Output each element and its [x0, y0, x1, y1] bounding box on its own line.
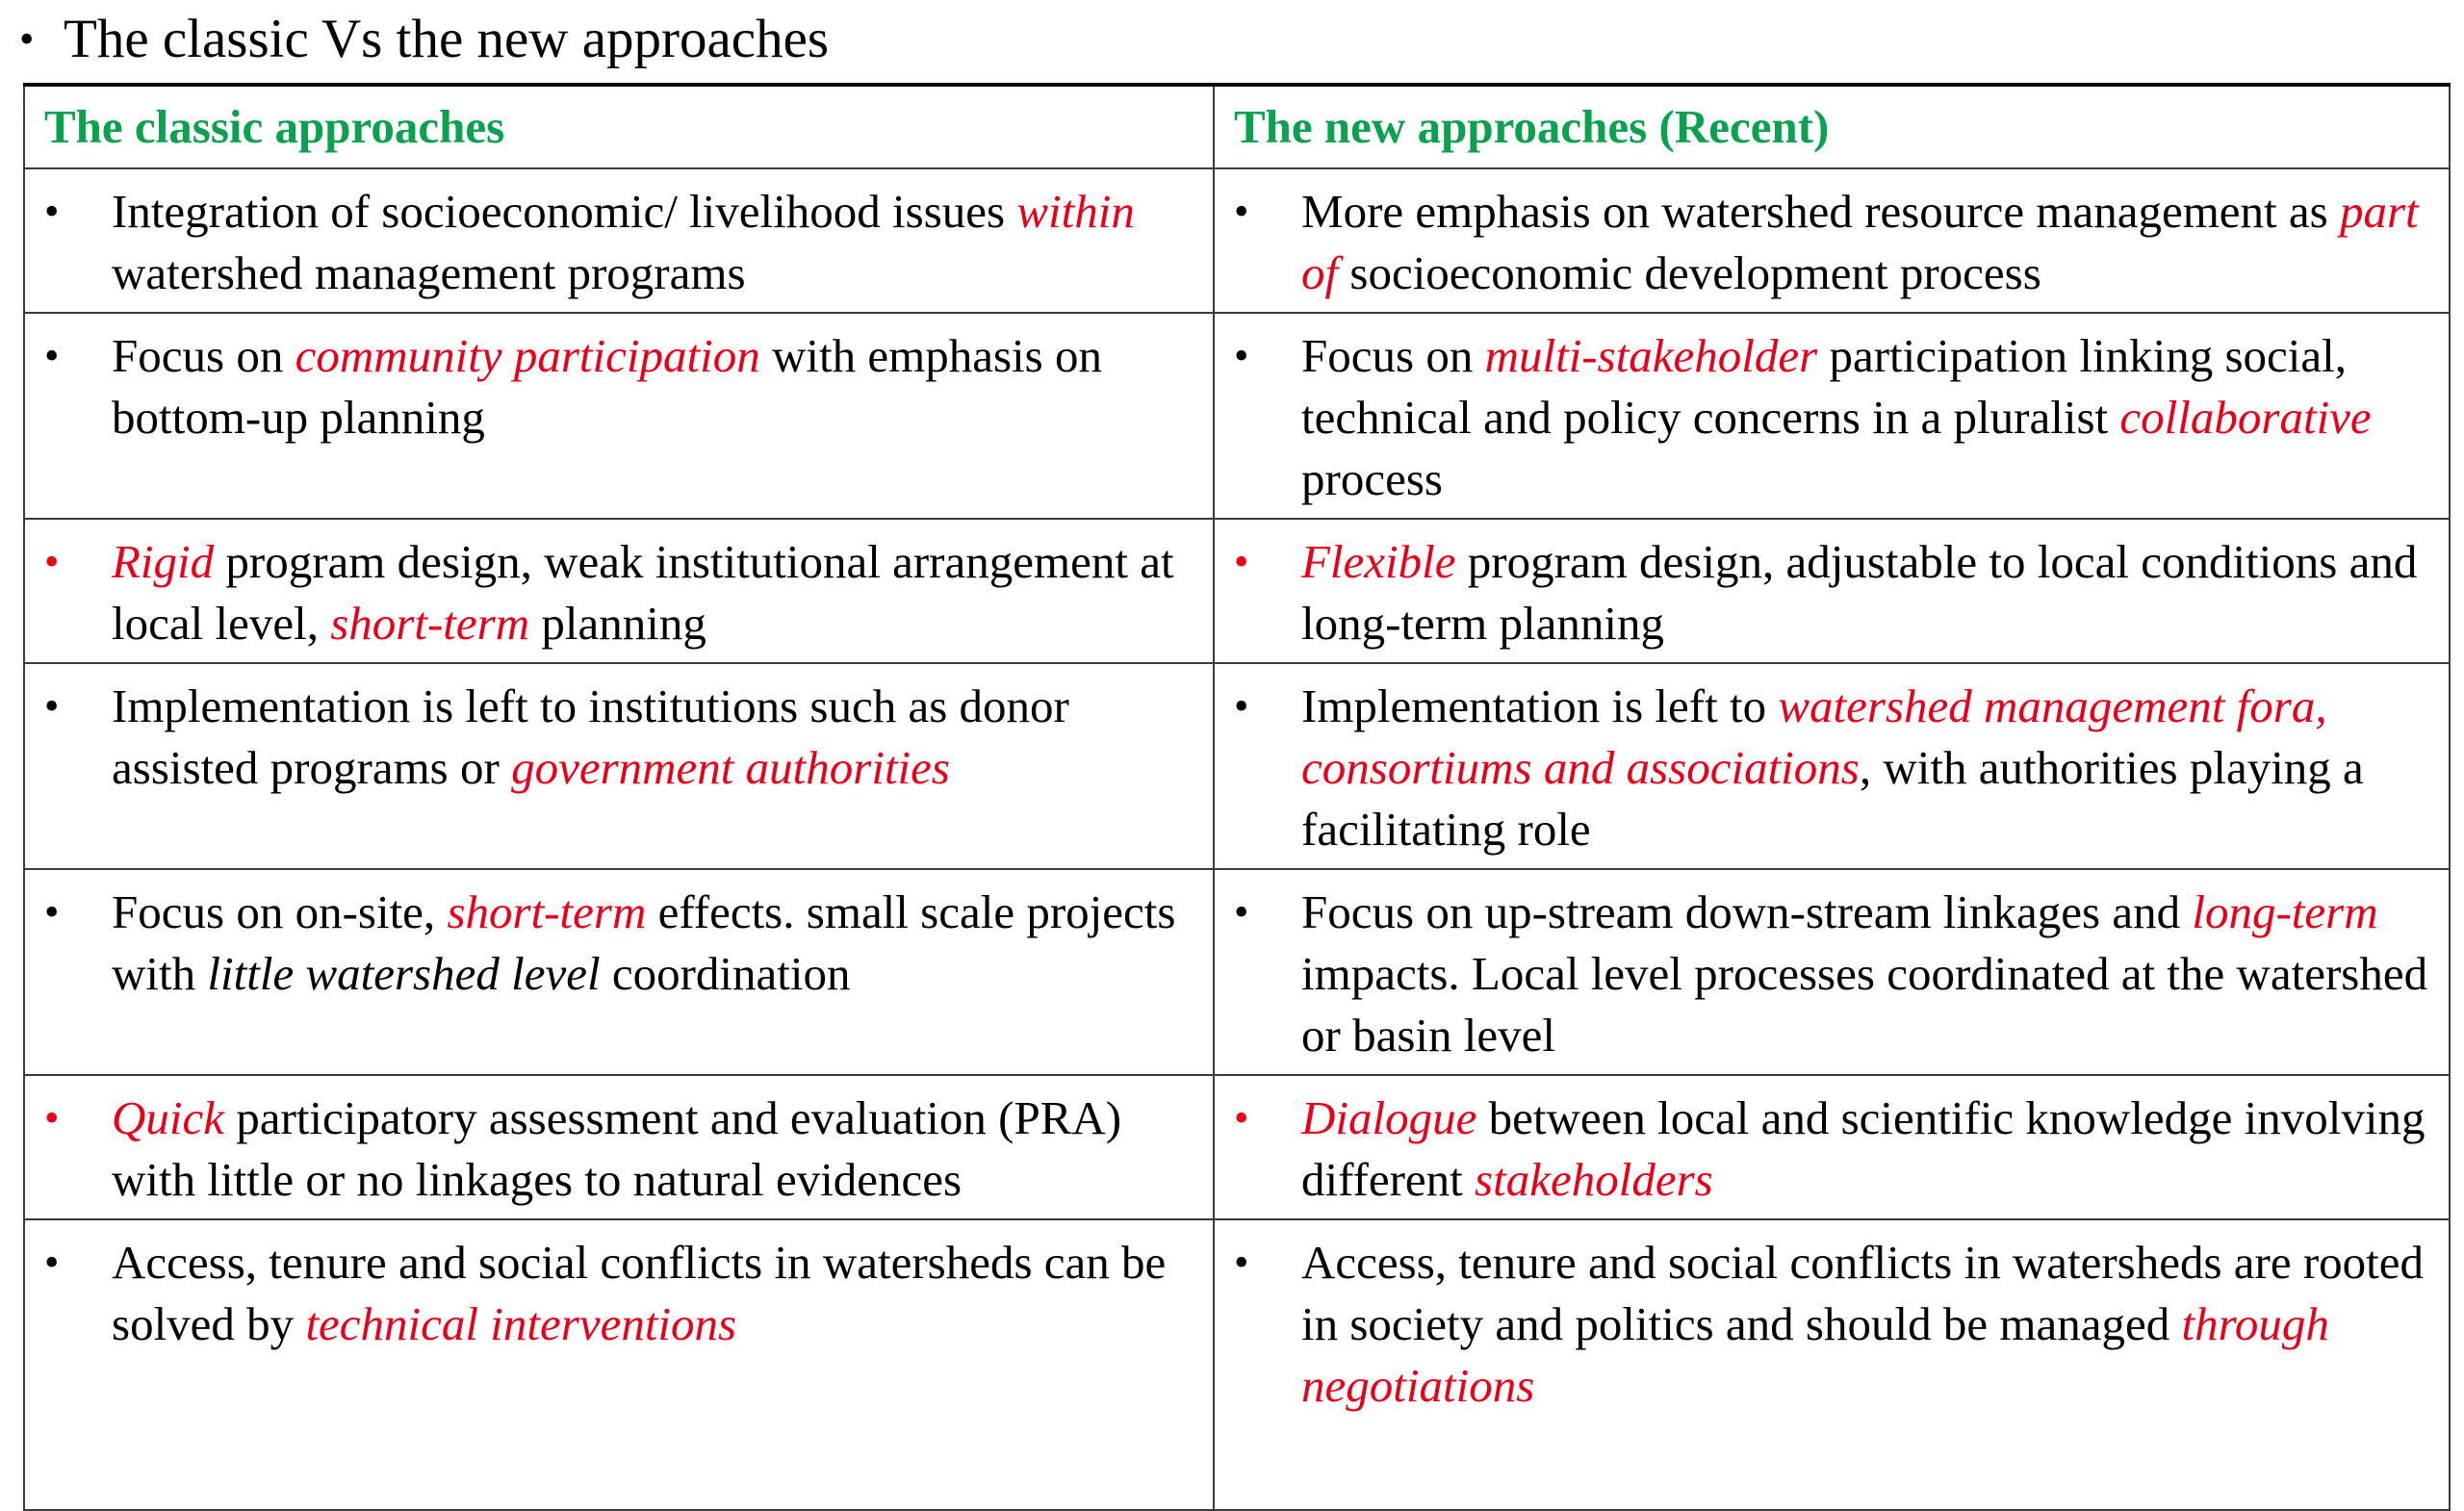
- new-cell: [1214, 519, 2450, 663]
- comparison-table: [23, 83, 2451, 1511]
- bullet-icon: •: [44, 188, 60, 235]
- table-row: [24, 869, 2450, 1075]
- table-row: [24, 1219, 2450, 1510]
- text-segment: , with authorities playing a facilitating role: [1301, 741, 2364, 856]
- bullet-icon: •: [1234, 1239, 1249, 1286]
- text-segment: program design, weak institutional arrangement at local level,: [112, 535, 1174, 650]
- title-bullet: •: [19, 15, 35, 63]
- emphasis-text: collaborative: [2119, 391, 2372, 444]
- table-row: [24, 663, 2450, 869]
- list-item: [1234, 870, 2443, 1066]
- text-segment: effects. small scale projects with: [112, 885, 1176, 1000]
- text-segment: socioeconomic development process: [1338, 246, 2041, 299]
- text-segment: Access, tenure and social conflicts in watersheds can be solved by: [112, 1236, 1167, 1350]
- cell-text: [112, 882, 1207, 1005]
- bullet-icon: •: [1234, 682, 1249, 730]
- text-segment: Implementation is left to: [1301, 679, 1779, 732]
- cell-text: [112, 1232, 1207, 1355]
- cell-text: [112, 325, 1207, 448]
- emphasis-text: stakeholders: [1475, 1153, 1713, 1206]
- list-item: [44, 1076, 1207, 1211]
- classic-cell: [24, 168, 1214, 313]
- table-header-row: [24, 85, 2450, 168]
- new-cell: [1214, 1219, 2450, 1510]
- list-item: [44, 520, 1207, 654]
- cell-text: [112, 531, 1207, 654]
- cell-text: [1301, 1232, 2443, 1417]
- bullet-icon: •: [1234, 332, 1249, 379]
- text-segment: Focus on up-stream down-stream linkages and: [1301, 885, 2193, 938]
- header-classic-approaches: The classic approaches: [24, 85, 1214, 168]
- emphasis-text: government authorities: [511, 741, 950, 794]
- classic-cell: [24, 1075, 1214, 1219]
- table-row: [24, 313, 2450, 519]
- table-row: [24, 168, 2450, 313]
- text-segment: participatory assessment and evaluation (PRA) with little or no linkages to natural evidences: [112, 1091, 1122, 1206]
- emphasis-text: multi-stakeholder: [1484, 329, 1818, 382]
- italic-text: little watershed level: [207, 947, 601, 1000]
- cell-text: [112, 181, 1207, 304]
- slide-title-text: The classic Vs the new approaches: [64, 9, 830, 69]
- emphasis-text: community participation: [295, 329, 760, 382]
- list-item: [44, 169, 1207, 304]
- header-new-approaches: The new approaches (Recent): [1214, 85, 2450, 168]
- red-bullet-icon: •: [44, 1094, 60, 1141]
- classic-cell: [24, 519, 1214, 663]
- text-segment: Focus on: [112, 329, 295, 382]
- text-segment: Focus on: [1301, 329, 1485, 382]
- text-segment: process: [1301, 452, 1443, 505]
- new-cell: [1214, 313, 2450, 519]
- text-segment: coordination: [600, 947, 851, 1000]
- text-segment: Integration of socioeconomic/ livelihood issues: [112, 185, 1017, 238]
- list-item: [44, 870, 1207, 1005]
- red-bullet-icon: •: [44, 538, 60, 585]
- list-item: [44, 1220, 1207, 1355]
- emphasis-text: watershed management fora, consortiums and associations: [1301, 679, 2327, 794]
- bullet-icon: •: [44, 332, 60, 379]
- emphasis-text: short-term: [447, 885, 647, 938]
- text-segment: More emphasis on watershed resource management as: [1301, 185, 2340, 238]
- list-item: [1234, 1076, 2443, 1211]
- cell-text: [1301, 531, 2443, 654]
- list-item: [44, 664, 1207, 799]
- emphasis-text: through negotiations: [1301, 1297, 2329, 1412]
- emphasis-text: Quick: [112, 1091, 224, 1144]
- new-cell: [1214, 168, 2450, 313]
- new-cell: [1214, 663, 2450, 869]
- list-item: [1234, 520, 2443, 654]
- emphasis-text: within: [1016, 185, 1135, 238]
- bullet-icon: •: [44, 682, 60, 730]
- table-row: [24, 519, 2450, 663]
- slide-title: [19, 6, 829, 73]
- emphasis-text: Dialogue: [1301, 1091, 1477, 1144]
- cell-text: [1301, 325, 2443, 510]
- text-segment: impacts. Local level processes coordinated at the watershed or basin level: [1301, 947, 2428, 1062]
- list-item: [1234, 664, 2443, 860]
- bullet-icon: •: [44, 888, 60, 935]
- emphasis-text: technical interventions: [305, 1297, 737, 1350]
- bullet-icon: •: [1234, 188, 1249, 235]
- cell-text: [1301, 882, 2443, 1066]
- new-cell: [1214, 869, 2450, 1075]
- red-bullet-icon: •: [1234, 1094, 1249, 1141]
- cell-text: [112, 1088, 1207, 1211]
- text-segment: participation linking social, technical and policy concerns in a pluralist: [1301, 329, 2348, 444]
- red-bullet-icon: •: [1234, 538, 1249, 585]
- cell-text: [1301, 181, 2443, 304]
- text-segment: between local and scientific knowledge involving different: [1301, 1091, 2426, 1206]
- text-segment: Implementation is left to institutions such as donor assisted programs or: [112, 679, 1069, 794]
- classic-cell: [24, 1219, 1214, 1510]
- classic-cell: [24, 663, 1214, 869]
- text-segment: program design, adjustable to local conditions and long-term planning: [1301, 535, 2418, 650]
- emphasis-text: long-term: [2192, 885, 2378, 938]
- text-segment: with emphasis on bottom-up planning: [112, 329, 1102, 444]
- bullet-icon: •: [44, 1239, 60, 1286]
- emphasis-text: Rigid: [112, 535, 215, 588]
- emphasis-text: Flexible: [1301, 535, 1456, 588]
- list-item: [1234, 1220, 2443, 1417]
- cell-text: [112, 676, 1207, 799]
- list-item: [44, 314, 1207, 448]
- text-segment: planning: [529, 597, 706, 650]
- classic-cell: [24, 313, 1214, 519]
- table-row: [24, 1075, 2450, 1219]
- list-item: [1234, 314, 2443, 510]
- bullet-icon: •: [1234, 888, 1249, 935]
- text-segment: Focus on on-site,: [112, 885, 448, 938]
- emphasis-text: short-term: [330, 597, 530, 650]
- text-segment: Access, tenure and social conflicts in watersheds are rooted in society and politics and should be managed: [1301, 1236, 2425, 1350]
- list-item: [1234, 169, 2443, 304]
- cell-text: [1301, 676, 2443, 860]
- text-segment: watershed management programs: [112, 246, 746, 299]
- new-cell: [1214, 1075, 2450, 1219]
- cell-text: [1301, 1088, 2443, 1211]
- classic-cell: [24, 869, 1214, 1075]
- emphasis-text: part of: [1301, 185, 2419, 299]
